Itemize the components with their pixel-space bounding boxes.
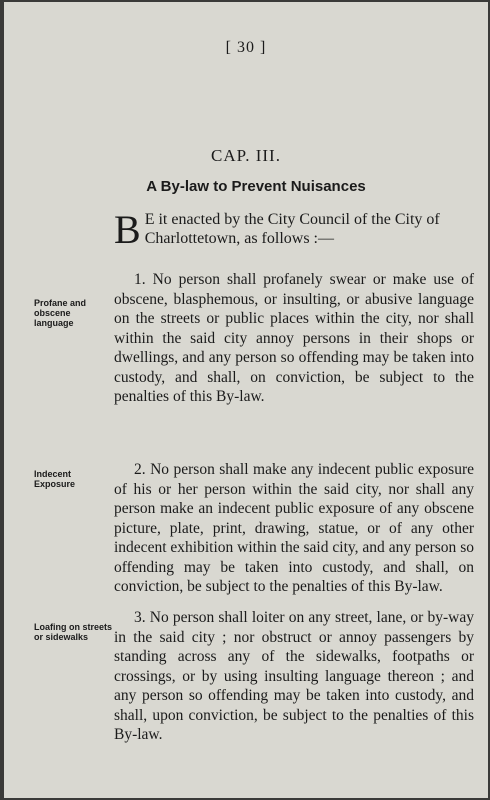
margin-note-loafing: Loafing on streets or sidewalks <box>34 622 113 642</box>
margin-note-indecent-exposure: Indecent Exposure <box>34 469 76 489</box>
drop-cap: B <box>114 207 141 252</box>
page-number: [ 30 ] <box>225 39 267 56</box>
enacting-clause-text: E it enacted by the City Council of the City of Charlottetown, as follows :— <box>144 211 440 247</box>
bylaw-title: A By-law to Prevent Nuisances <box>146 178 366 195</box>
chapter-heading: CAP. III. <box>211 146 281 165</box>
section-2: 2. No person shall make any indecent public exposure of his or her person within the said city, nor shall any person make an indecent public exposure of any obscene picture, plate, print, drawing, statue, or of any other indecent exhibition within the said city, and any person so offending may be taken into custody, and shall, on conviction, be subject to the penalties of this By-law. <box>114 461 474 595</box>
section-1: 1. No person shall profanely swear or make use of obscene, blasphemous, or insulting, or abusive language on the streets or public places within the city, nor shall within the said city annoy persons in their shops or dwellings, and any person so offending may be taken into custody, and shall, on conviction, be subject to the penalties of this By-law. <box>114 271 474 405</box>
section-3: 3. No person shall loiter on any street, lane, or by-way in the said city ; nor obstruct or annoy passengers by standing across any of the sidewalks, footpaths or crossings, or by using insulting language thereon ; and any person so offending may be taken into custody, and shall, upon conviction, be subject to the penalties of this By-law. <box>114 609 474 743</box>
margin-note-profane-language: Profane and obscene language <box>34 298 87 328</box>
enacting-clause <box>114 207 472 252</box>
document-page <box>4 2 488 798</box>
